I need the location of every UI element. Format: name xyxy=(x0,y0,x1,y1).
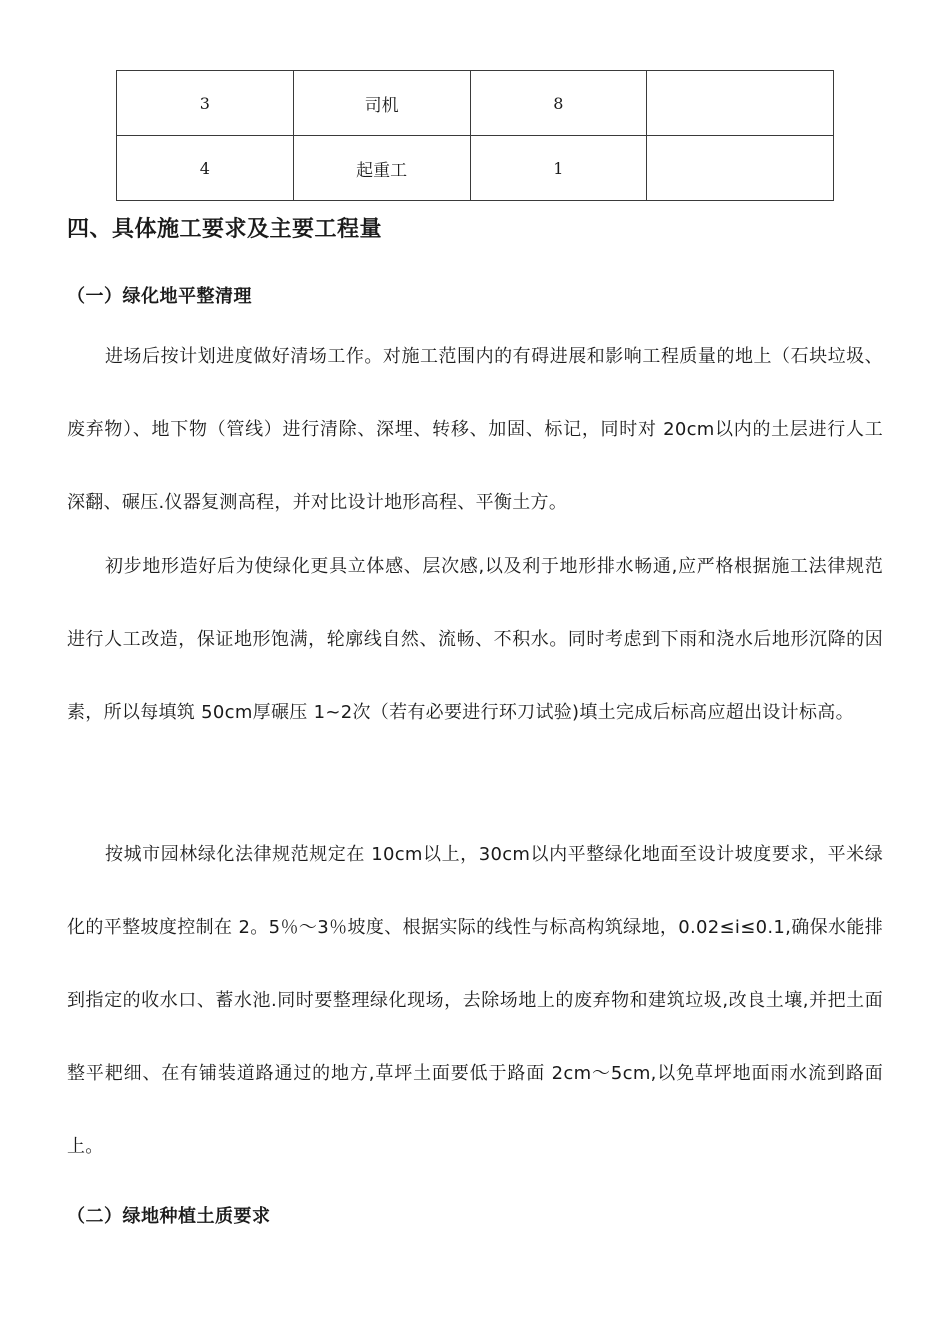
row-role: 司机 xyxy=(293,71,470,136)
subsection-heading-1: （一）绿化地平整清理 xyxy=(67,286,252,307)
subsection-heading-2: （二）绿地种植土质要求 xyxy=(67,1206,271,1227)
row-note xyxy=(647,71,834,136)
row-count: 8 xyxy=(470,71,647,136)
row-number: 3 xyxy=(117,71,294,136)
paragraph-terrain-shaping: 初步地形造好后为使绿化更具立体感、层次感,以及利于地形排水畅通,应严格根据施工法律规范进行人工改造，保证地形饱满，轮廓线自然、流畅、不积水。同时考虑到下雨和浇水后地形沉降的因素，所以每填筑 50cm厚碾压 1~2次（若有必要进行环刀试验)填土完成后标高应超出设计标高。 xyxy=(67,556,883,723)
staff-table xyxy=(116,70,834,201)
row-role: 起重工 xyxy=(293,136,470,201)
table-row xyxy=(117,71,834,136)
paragraph-grading-slope: 按城市园林绿化法律规范规定在 10cm以上，30cm以内平整绿化地面至设计坡度要求，平米绿化的平整坡度控制在 2。5％～3％坡度、根据实际的线性与标高构筑绿地，0.02≤i≤0.1,确保水能排到指定的收水口、蓄水池.同时要整理绿化现场，去除场地上的废弃物和建筑垃圾,改良土壤,并把土面整平耙细、在有铺装道路通过的地方,草坪土面要低于路面 2cm～5cm,以免草坪地面雨水流到路面上。 xyxy=(67,844,883,1157)
row-note xyxy=(647,136,834,201)
row-number: 4 xyxy=(117,136,294,201)
row-count: 1 xyxy=(470,136,647,201)
section-title: 四、具体施工要求及主要工程量 xyxy=(67,217,383,242)
paragraph-site-clearing: 进场后按计划进度做好清场工作。对施工范围内的有碍进展和影响工程质量的地上（石块垃圾、废弃物）、地下物（管线）进行清除、深埋、转移、加固、标记，同时对 20cm以内的土层进行人工深翻、碾压.仪器复测高程，并对比设计地形高程、平衡土方。 xyxy=(67,346,883,513)
table-row xyxy=(117,136,834,201)
